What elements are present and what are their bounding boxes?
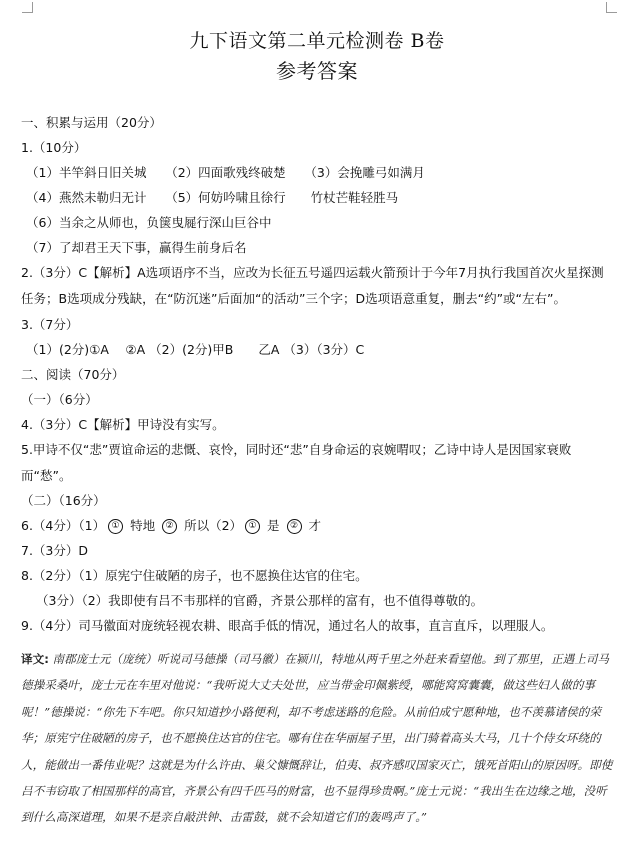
corner-crop-mark-left xyxy=(22,2,33,13)
circled-number-1b: ① xyxy=(245,519,260,534)
q4-answer: 4.（3分）C【解析】甲诗没有实写。 xyxy=(21,417,225,432)
q6-answer xyxy=(21,517,616,535)
q1-answer-line-2: （4）燕然未勒归无计 （5）何妨吟啸且徐行 竹杖芒鞋轻胜马 xyxy=(26,190,399,205)
circled-number-2: ② xyxy=(162,519,177,534)
q7-answer: 7.（3分）D xyxy=(21,543,89,558)
q5-answer: 5.甲诗不仅“悲”贾谊命运的悲慨、哀怜，同时还“悲”自身命运的哀婉喟叹；乙诗中诗人是因国家衰败而“愁”。 xyxy=(21,442,572,483)
corner-crop-mark-right xyxy=(606,2,617,13)
section2-heading: 二、阅读（70分） xyxy=(21,367,125,382)
q6-answer-a4: 才 xyxy=(308,518,321,533)
part1-label: （一）（6分） xyxy=(21,392,98,407)
q1-answer-line-1: （1）半竿斜日旧关城 （2）四面歌残终破楚 （3）会挽雕弓如满月 xyxy=(26,165,425,180)
q2-answer: 2.（3分）C【解析】A选项语序不当，应改为长征五号遥四运载火箭预计于今年7月执行我国首次火星探测任务；B选项成分残缺，在“防沉迷”后面加“的活动”三个字；D选项语意重复，删去“约”或“左右”。 xyxy=(21,265,604,306)
document-title: 九下语文第二单元检测卷 B卷 xyxy=(189,30,445,52)
translation-paragraph xyxy=(21,646,616,831)
circled-number-2b: ② xyxy=(287,519,302,534)
q6-answer-a3: 是 xyxy=(267,518,280,533)
translation-label: 译文: xyxy=(21,652,49,666)
translation-text: 南郡庞士元（庞统）听说司马德操（司马徽）在颍川，特地从两千里之外赶来看望他。到了那里，正遇上司马德操采桑叶，庞士元在车里对他说：“我听说大丈夫处世，应当带金印佩紫绶，哪能窝窝囊囊，做这些妇人做的事呢！”德操说：“你先下车吧。你只知道抄小路便利，却不考虑迷路的危险。从前伯成宁愿种地，也不羡慕诸侯的荣华；原宪宁住破陋的房子，也不愿换住达官的住宅。哪有住在华丽屋子里，出门骑着高头大马，几十个侍女环绕的人，能做出一番伟业呢？这就是为什么许由、巢父慷慨辞让，伯夷、叔齐感叹国家灭亡，饿死首阳山的原因呀。即使吕不韦窃取了相国那样的高官，齐景公有四千匹马的财富，也不显得珍贵啊。”庞士元说：“我出生在边缘之地，没听到什么高深道理，如果不是亲自敲洪钟、击雷鼓，就不会知道它们的轰鸣声了。” xyxy=(21,652,613,825)
circled-number-1: ① xyxy=(108,519,123,534)
q6-answer-a1: 特地 xyxy=(130,518,156,533)
q9-answer: 9.（4分）司马徽面对庞统轻视农耕、眼高手低的情况，通过名人的故事，直言直斥，以理服人。 xyxy=(21,618,554,633)
q3-label: 3.（7分） xyxy=(21,317,79,332)
q1-label: 1.（10分） xyxy=(21,140,87,155)
q1-answer-line-4: （7）了却君王天下事，赢得生前身后名 xyxy=(26,240,247,255)
q3-answer: （1）(2分)①A ②A （2）(2分)甲B 乙A （3）（3分）C xyxy=(26,342,365,357)
q6-prefix: 6.（4分）（1） xyxy=(21,518,106,533)
q8-answer-line-1: 8.（2分）（1）原宪宁住破陋的房子，也不愿换住达官的住宅。 xyxy=(21,568,368,583)
q1-answer-line-3: （6）当余之从师也，负箧曳屣行深山巨谷中 xyxy=(26,215,272,230)
section1-heading: 一、积累与运用（20分） xyxy=(21,115,162,130)
document-subtitle: 参考答案 xyxy=(276,59,358,83)
part2-label: （二）（16分） xyxy=(21,493,106,508)
q6-answer-a2: 所以（2） xyxy=(184,518,243,533)
q8-answer-line-2: （3分）（2）我即使有吕不韦那样的官爵，齐景公那样的富有，也不值得尊敬的。 xyxy=(36,593,484,608)
